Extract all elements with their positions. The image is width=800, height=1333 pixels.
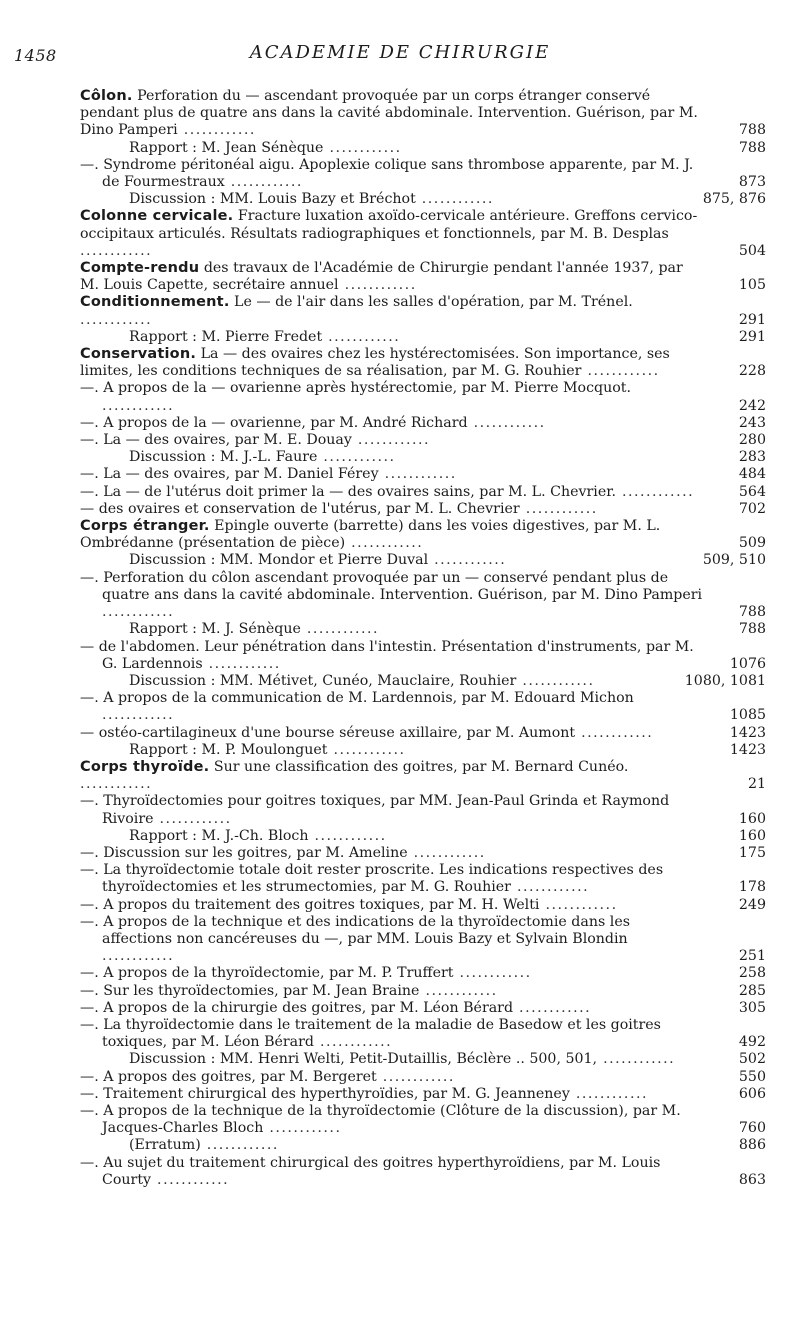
leader-dots: ............: [153, 810, 232, 827]
entry-text: Discussion : MM. Métivet, Cunéo, Mauclaire, Rouhier: [129, 672, 517, 689]
index-entry: [80, 1069, 766, 1086]
entry-text: — des ovaires et conservation de l'utérus, par M. L. Chevrier: [80, 500, 520, 517]
entry-pages: 1076: [729, 655, 766, 672]
entry-text: —. Sur les thyroïdectomies, par M. Jean Braine: [80, 982, 420, 999]
leader-dots: ............: [80, 776, 153, 793]
entry-pages: 509, 510: [702, 552, 766, 569]
index-entry: [80, 1155, 766, 1189]
entry-text: —. La thyroïdectomie totale doit rester proscrite. Les indications respectives des thyroïdectomies et les strumectomies, par M. G. Rouhier: [80, 862, 664, 896]
entry-pages: 291: [738, 311, 766, 328]
leader-dots: ............: [80, 311, 153, 328]
index-entry: [80, 673, 766, 690]
leader-dots: ............: [102, 604, 175, 621]
entry-text: Rapport : M. J.-Ch. Bloch: [129, 827, 309, 844]
index-entry: [80, 742, 766, 759]
index-entry: [80, 759, 766, 793]
leader-dots: ............: [428, 552, 507, 569]
leader-dots: ............: [263, 1120, 342, 1137]
entry-pages: 492: [738, 1034, 766, 1051]
leader-dots: ............: [575, 724, 654, 741]
entry-text: Rapport : M. Pierre Fredet: [129, 328, 323, 345]
entry-pages: 564: [738, 483, 766, 500]
entry-text: (Erratum): [129, 1137, 201, 1154]
entry-text: —. La — des ovaires, par M. E. Douay: [80, 432, 352, 449]
leader-dots: ............: [351, 432, 431, 449]
entry-text: —. Syndrome péritonéal aigu. Apoplexie colique sans thrombose apparente, par M. J. de Fourmestraux: [80, 156, 694, 191]
leader-dots: ............: [151, 1171, 230, 1188]
entry-heading: Conservation.: [80, 346, 197, 363]
index-entry: [80, 570, 766, 622]
entry-pages: 285: [738, 982, 766, 999]
leader-dots: ............: [513, 999, 592, 1016]
index-entry: [80, 208, 766, 260]
index-entry: [80, 380, 766, 414]
entry-text: Rapport : M. J. Sénèque: [129, 621, 301, 638]
entry-pages: 243: [738, 414, 766, 431]
index-entry: [80, 1017, 766, 1051]
entry-pages: 509: [738, 535, 766, 552]
leader-dots: ............: [338, 277, 417, 294]
index-entry: [80, 88, 766, 140]
entry-text: —. A propos de la chirurgie des goitres, par M. Léon Bérard: [80, 999, 514, 1016]
entry-text: —. A propos de la thyroïdectomie, par M. P. Truffert: [80, 965, 454, 982]
entry-text: des travaux de l'Académie de Chirurgie pendant l'année 1937, par M. Louis Capette, secrétaire annuel: [80, 260, 683, 294]
index-entry: [80, 1086, 766, 1103]
leader-dots: ............: [323, 139, 402, 156]
entry-heading: Corps étranger.: [80, 518, 210, 535]
leader-dots: ............: [407, 844, 486, 861]
index-entry: [80, 432, 766, 449]
entry-pages: 175: [738, 844, 766, 861]
entry-text: Discussion : MM. Henri Welti, Petit-Dutaillis, Béclère .. 500, 501,: [129, 1051, 598, 1068]
index-entry: [80, 415, 766, 432]
entry-pages: 875, 876: [702, 191, 766, 208]
index-entry: [80, 449, 766, 466]
entry-text: —. Thyroïdectomies pour goitres toxiques, par MM. Jean-Paul Grinda et Raymond Rivoire: [80, 793, 670, 827]
index-entry: [80, 914, 766, 966]
entry-text: — ostéo-cartilagineux d'une bourse séreuse axillaire, par M. Aumont: [80, 724, 576, 741]
index-entry: [80, 260, 766, 294]
entry-heading: Conditionnement.: [80, 294, 230, 311]
entry-text: Discussion : M. J.-L. Faure: [129, 449, 318, 466]
entry-text: Rapport : M. Jean Sénèque: [129, 139, 324, 156]
entry-pages: 21: [747, 776, 766, 793]
entry-pages: 305: [738, 999, 766, 1016]
entry-pages: 760: [738, 1120, 766, 1137]
entry-text: —. A propos de la — ovarienne après hystérectomie, par M. Pierre Mocquot.: [80, 380, 632, 397]
index-entry: [80, 501, 766, 518]
entry-pages: 291: [738, 328, 766, 345]
index-entry: [80, 897, 766, 914]
leader-dots: ............: [300, 621, 380, 638]
index-entry: [80, 484, 766, 501]
leader-dots: ............: [224, 174, 303, 191]
entry-pages: 228: [738, 363, 766, 380]
leader-dots: ............: [308, 827, 387, 844]
entry-text: Rapport : M. P. Moulonguet: [129, 741, 328, 758]
index-entries: [80, 88, 766, 1189]
index-entry: [80, 157, 766, 191]
running-header: [0, 42, 800, 68]
leader-dots: ............: [322, 328, 401, 345]
entry-pages: 504: [738, 242, 766, 259]
entry-text: —. La thyroïdectomie dans le traitement de la maladie de Basedow et les goitres toxiques, par M. Léon Bérard: [80, 1016, 661, 1051]
leader-dots: ............: [569, 1085, 648, 1102]
leader-dots: ............: [327, 741, 406, 758]
index-entry: [80, 1103, 766, 1137]
leader-dots: ............: [80, 242, 153, 259]
leader-dots: ............: [177, 122, 256, 139]
index-entry: [80, 552, 766, 569]
index-entry: [80, 621, 766, 638]
entry-pages: 788: [738, 139, 766, 156]
entry-text: — de l'abdomen. Leur pénétration dans l'intestin. Présentation d'instruments, par M. G. Lardennois: [80, 638, 694, 672]
leader-dots: ............: [516, 672, 595, 689]
entry-text: —. Discussion sur les goitres, par M. Ameline: [80, 844, 408, 861]
entry-pages: 242: [738, 397, 766, 414]
entry-text: —. A propos de la technique et des indications de la thyroïdectomie dans les affections non cancéreuses du —, par MM. Louis Bazy et Sylvain Blondin: [80, 913, 630, 947]
leader-dots: ............: [419, 982, 498, 999]
entry-pages: 249: [738, 896, 766, 913]
entry-text: Discussion : MM. Louis Bazy et Bréchot: [129, 191, 416, 208]
leader-dots: ............: [202, 655, 281, 672]
entry-text: —. Traitement chirurgical des hyperthyroïdies, par M. G. Jeanneney: [80, 1085, 570, 1102]
entry-heading: Côlon.: [80, 88, 133, 104]
entry-text: —. Perforation du côlon ascendant provoquée par un — conservé pendant plus de quatre ans dans la cavité abdominale. Intervention. Guérison, par M. Dino Pamperi: [80, 569, 703, 603]
leader-dots: ............: [597, 1051, 676, 1068]
leader-dots: ............: [376, 1068, 455, 1085]
leader-dots: ............: [314, 1034, 393, 1051]
entry-text: Perforation du — ascendant provoquée par un corps étranger conservé pendant plus de quatre ans dans la cavité abdominale. Intervention. Guérison, par M. Dino Pamperi: [80, 88, 698, 139]
entry-pages: 280: [738, 432, 766, 449]
leader-dots: ............: [102, 707, 175, 724]
entry-pages: 105: [738, 277, 766, 294]
entry-heading: Corps thyroïde.: [80, 758, 210, 775]
index-entry: [80, 828, 766, 845]
entry-text: —. La — des ovaires, par M. Daniel Férey: [80, 466, 379, 483]
leader-dots: ............: [581, 363, 660, 380]
entry-text: Fracture luxation axoïdo-cervicale antérieure. Greffons cervico-occipitaux articulés. Résultats radiographiques et fonctionnels, par M. B. Desplas: [80, 208, 698, 242]
leader-dots: ............: [102, 397, 175, 414]
index-entry: [80, 294, 766, 328]
entry-text: Discussion : MM. Mondor et Pierre Duval: [129, 552, 429, 569]
entry-pages: 1080, 1081: [684, 672, 766, 689]
leader-dots: ............: [378, 466, 457, 483]
entry-text: —. A propos de la technique de la thyroïdectomie (Clôture de la discussion), par M. Jacques-Charles Bloch: [80, 1102, 681, 1137]
entry-text: —. A propos des goitres, par M. Bergeret: [80, 1068, 377, 1085]
entry-pages: 258: [738, 965, 766, 982]
entry-text: Epingle ouverte (barrette) dans les voies digestives, par M. L. Ombrédanne (présentation de pièce): [80, 518, 661, 552]
index-entry: [80, 983, 766, 1000]
entry-pages: 788: [738, 604, 766, 621]
running-title: ACADEMIE DE CHIRURGIE: [249, 42, 551, 63]
entry-text: —. La — de l'utérus doit primer la — des ovaires sains, par M. L. Chevrier.: [80, 483, 616, 500]
entry-text: —. A propos de la — ovarienne, par M. André Richard: [80, 414, 468, 431]
entry-heading: Compte-rendu: [80, 260, 200, 277]
index-entry: [80, 793, 766, 827]
leader-dots: ............: [615, 483, 695, 500]
index-entry: [80, 690, 766, 724]
index-entry: [80, 1137, 766, 1154]
page-number: 1458: [14, 46, 57, 65]
index-entry: [80, 1000, 766, 1017]
index-entry: [80, 1051, 766, 1068]
index-entry: [80, 862, 766, 896]
entry-pages: 606: [738, 1085, 766, 1102]
entry-text: —. A propos de la communication de M. Lardennois, par M. Edouard Michon: [80, 690, 634, 707]
entry-pages: 863: [738, 1171, 766, 1188]
leader-dots: ............: [200, 1137, 279, 1154]
entry-pages: 886: [738, 1137, 766, 1154]
entry-pages: 484: [738, 466, 766, 483]
entry-text: —. A propos du traitement des goitres toxiques, par M. H. Welti: [80, 896, 540, 913]
index-entry: [80, 725, 766, 742]
leader-dots: ............: [317, 449, 396, 466]
entry-pages: 178: [738, 879, 766, 896]
index-entry: [80, 191, 766, 208]
entry-pages: 283: [738, 449, 766, 466]
entry-pages: 550: [738, 1068, 766, 1085]
index-entry: [80, 518, 766, 552]
leader-dots: ............: [510, 879, 590, 896]
leader-dots: ............: [102, 948, 175, 965]
entry-text: —. Au sujet du traitement chirurgical des goitres hyperthyroïdiens, par M. Louis Courty: [80, 1154, 661, 1188]
index-entry: [80, 140, 766, 157]
leader-dots: ............: [345, 535, 424, 552]
entry-pages: 702: [738, 500, 766, 517]
entry-pages: 1423: [729, 724, 766, 741]
entry-pages: 502: [738, 1051, 766, 1068]
entry-pages: 788: [738, 621, 766, 638]
index-entry: [80, 346, 766, 380]
entry-pages: 873: [738, 174, 766, 191]
index-entry: [80, 639, 766, 673]
entry-pages: 251: [738, 948, 766, 965]
index-entry: [80, 466, 766, 483]
entry-pages: 788: [738, 122, 766, 139]
entry-pages: 1085: [729, 707, 766, 724]
leader-dots: ............: [539, 896, 618, 913]
leader-dots: ............: [453, 965, 532, 982]
entry-pages: 1423: [729, 741, 766, 758]
entry-heading: Colonne cervicale.: [80, 208, 234, 225]
entry-pages: 160: [738, 827, 766, 844]
entry-text: Sur une classification des goitres, par M. Bernard Cunéo.: [213, 758, 629, 775]
index-entry: [80, 965, 766, 982]
leader-dots: ............: [467, 414, 546, 431]
entry-text: La — des ovaires chez les hystérectomisées. Son importance, ses limites, les conditions techniques de sa réalisation, par M. G. Rouhier: [80, 346, 670, 380]
index-entry: [80, 329, 766, 346]
index-entry: [80, 845, 766, 862]
entry-text: Le — de l'air dans les salles d'opération, par M. Trénel.: [234, 294, 633, 311]
leader-dots: ............: [415, 191, 494, 208]
entry-pages: 160: [738, 810, 766, 827]
leader-dots: ............: [519, 500, 598, 517]
